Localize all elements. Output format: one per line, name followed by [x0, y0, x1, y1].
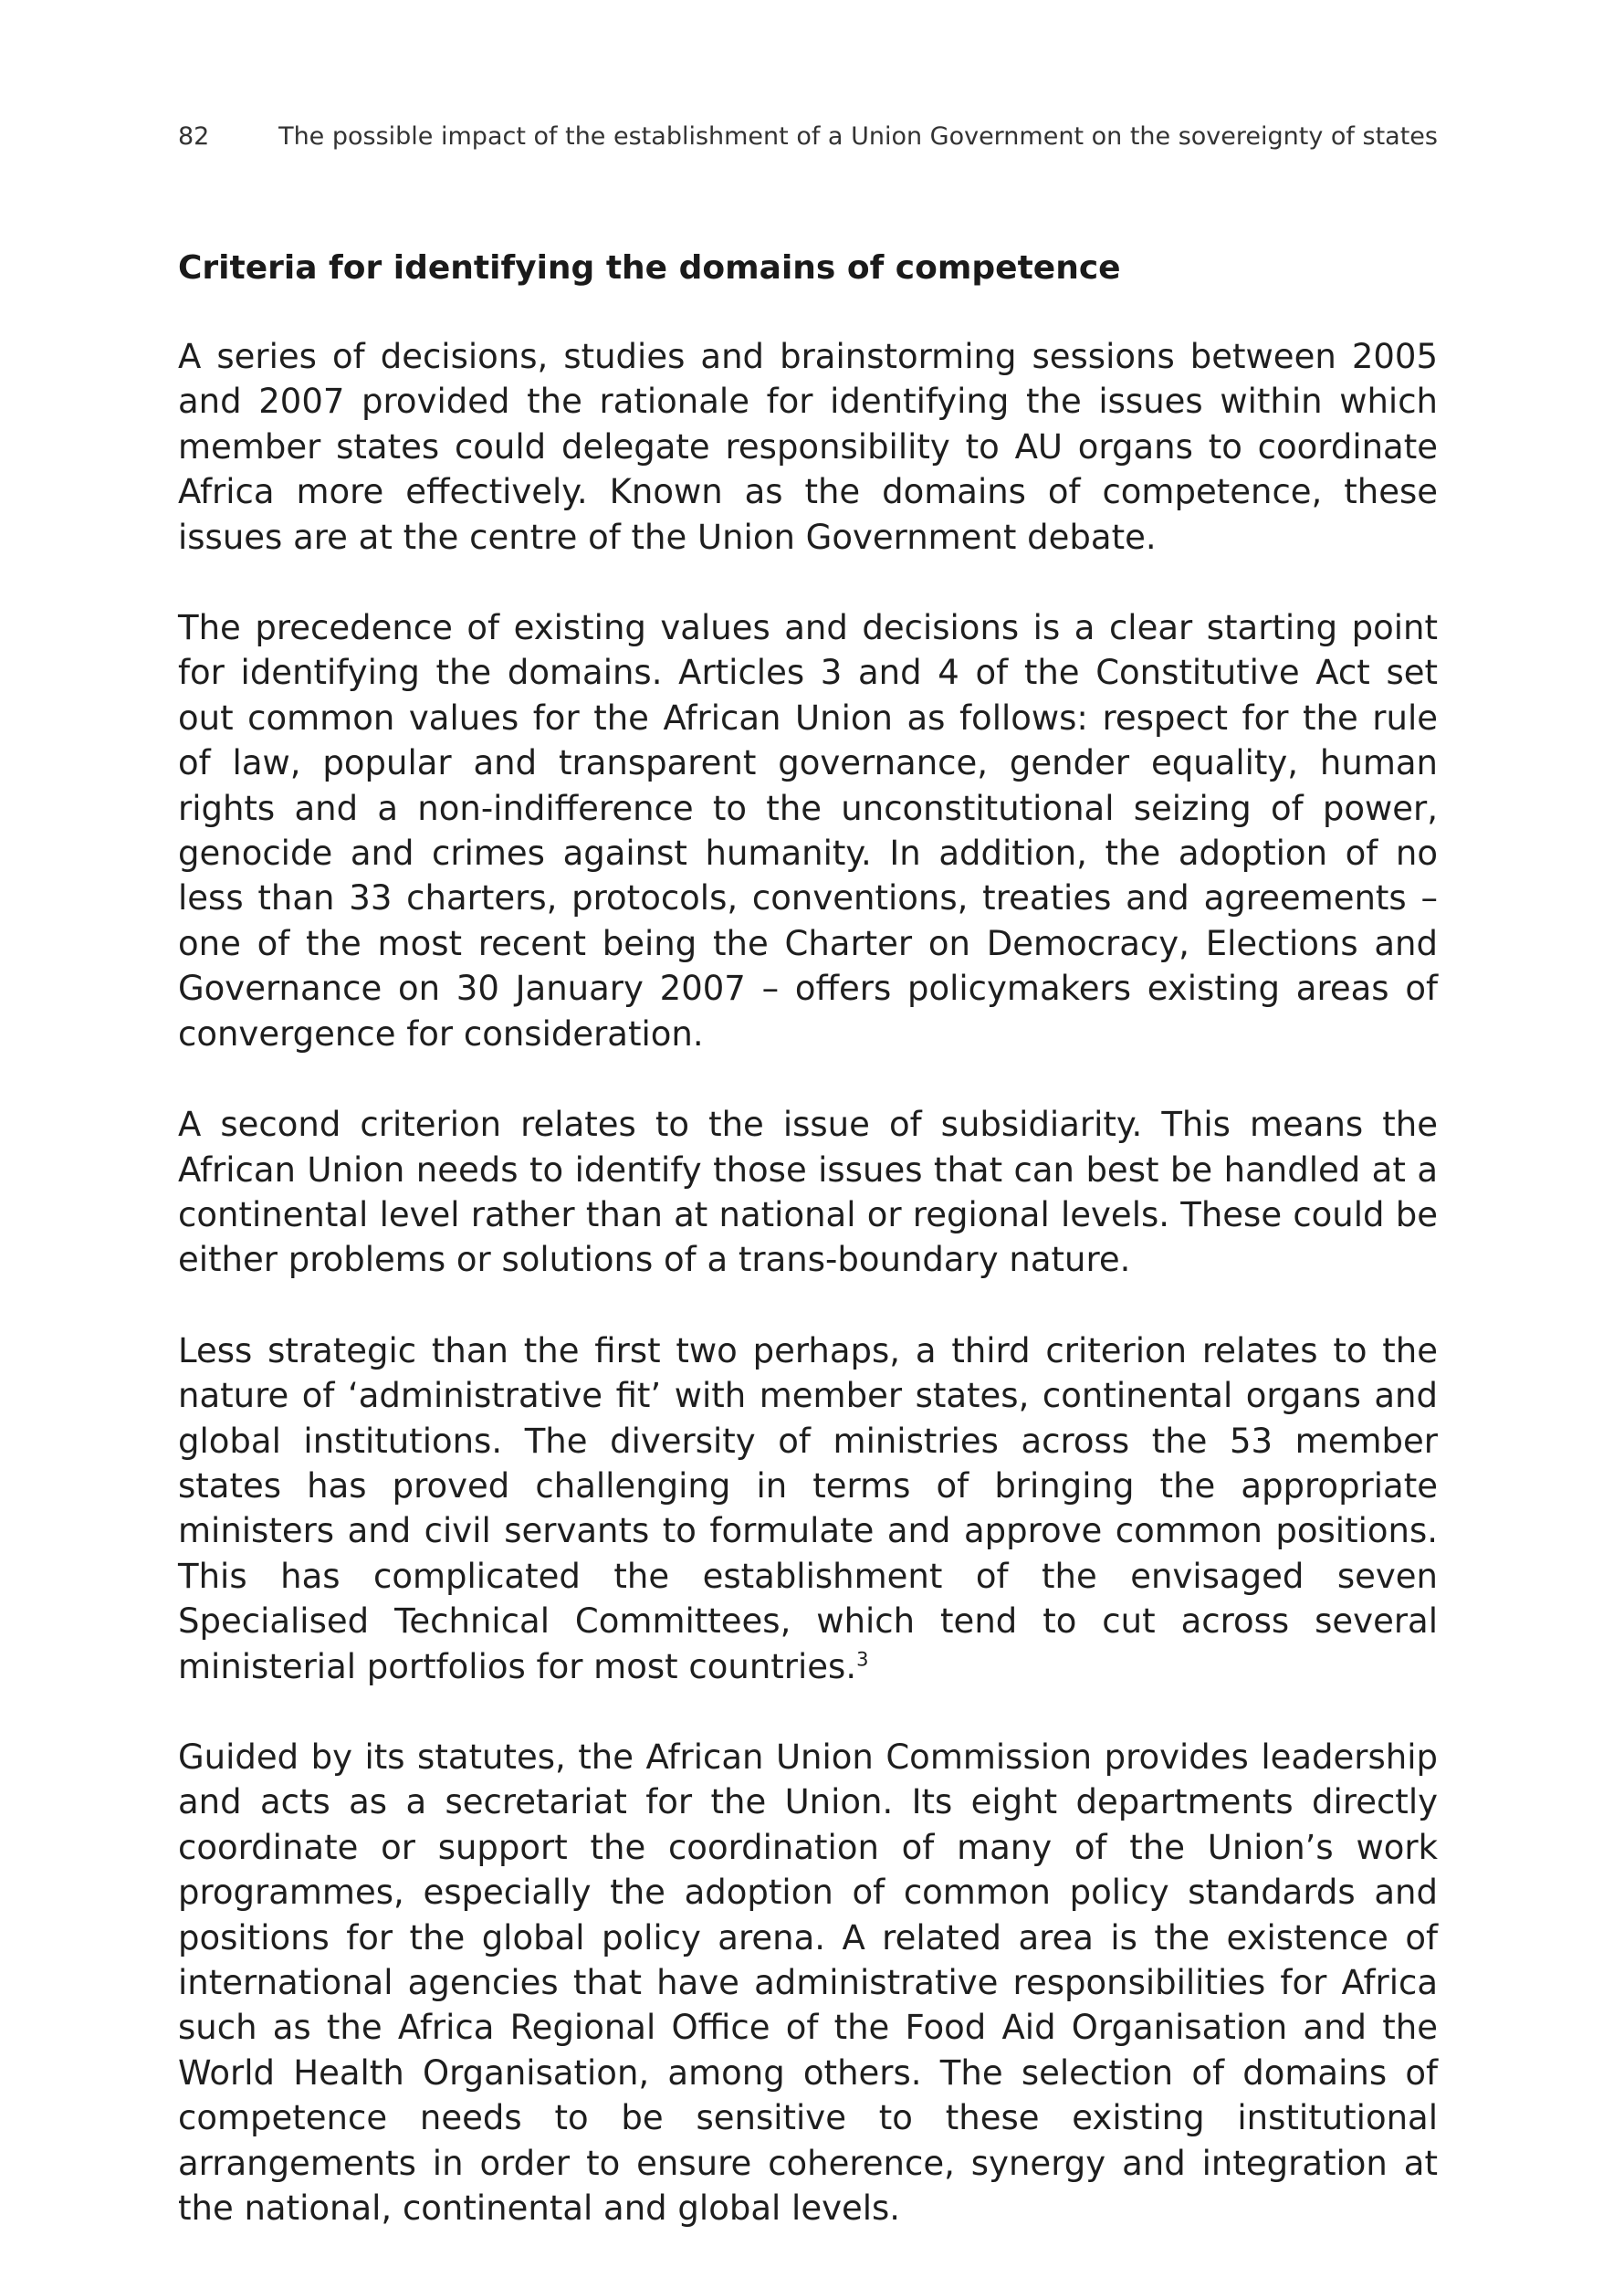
- paragraph-1: A series of decisions, studies and brainstorming sessions between 2005 and 2007 provided the rationale for identifying the issues within which member states could delegate responsibility to AU organs to coordinate Africa more effectively. Known as the domains of competence, these issues are at the centre of the Union Government debate.: [178, 337, 1438, 557]
- footnote-reference[interactable]: 3: [856, 1648, 869, 1671]
- paragraph-2: The precedence of existing values and decisions is a clear starting point for identifying the domains. Articles 3 and 4 of the Constitutive Act set out common values for the African Union as follows: respect for the rule of law, popular and transparent governance, gender equality, human rights and a non-indifference to the unconstitutional seizing of power, genocide and crimes against humanity. In addition, the adoption of no less than 33 charters, protocols, conventions, treaties and agreements – one of the most recent being the Charter on Democracy, Elections and Governance on 30 January 2007 – offers policymakers existing areas of convergence for consideration.: [178, 608, 1438, 1054]
- paragraph-4: [178, 1328, 1438, 1689]
- main-content: [178, 245, 1438, 2276]
- paragraph-3: A second criterion relates to the issue of subsidiarity. This means the African Union needs to identify those issues that can best be handled at a continental level rather than at national or regional levels. These could be either problems or solutions of a trans-boundary nature.: [178, 1105, 1438, 1280]
- paragraph-5: Guided by its statutes, the African Union Commission provides leadership and acts as a secretariat for the Union. Its eight departments directly coordinate or support the coordination of many of the Union’s work programmes, especially the adoption of common policy standards and positions for the global policy arena. A related area is the existence of international agencies that have administrative responsibilities for Africa such as the Africa Regional Office of the Food Aid Organisation and the World Health Organisation, among others. The selection of domains of competence needs to be sensitive to these existing institutional arrangements in order to ensure coherence, synergy and integration at the national, continental and global levels.: [178, 1737, 1438, 2229]
- running-header: [178, 119, 1438, 155]
- page-number: 82: [178, 122, 210, 151]
- section-heading: Criteria for identifying the domains of competence: [178, 249, 1121, 287]
- running-title: The possible impact of the establishment of a Union Government on the sovereignty of states: [278, 122, 1438, 151]
- paragraph-4-text: Less strategic than the first two perhaps, a third criterion relates to the nature of ‘administrative fit’ with member states, continental organs and global institutions. The diversity of ministries across the 53 member states has proved challenging in terms of bringing the appropriate ministers and civil servants to formulate and approve common positions. This has complicated the establishment of the envisaged seven Specialised Technical Committees, which tend to cut across several ministerial portfolios for most countries.: [178, 1330, 1438, 1686]
